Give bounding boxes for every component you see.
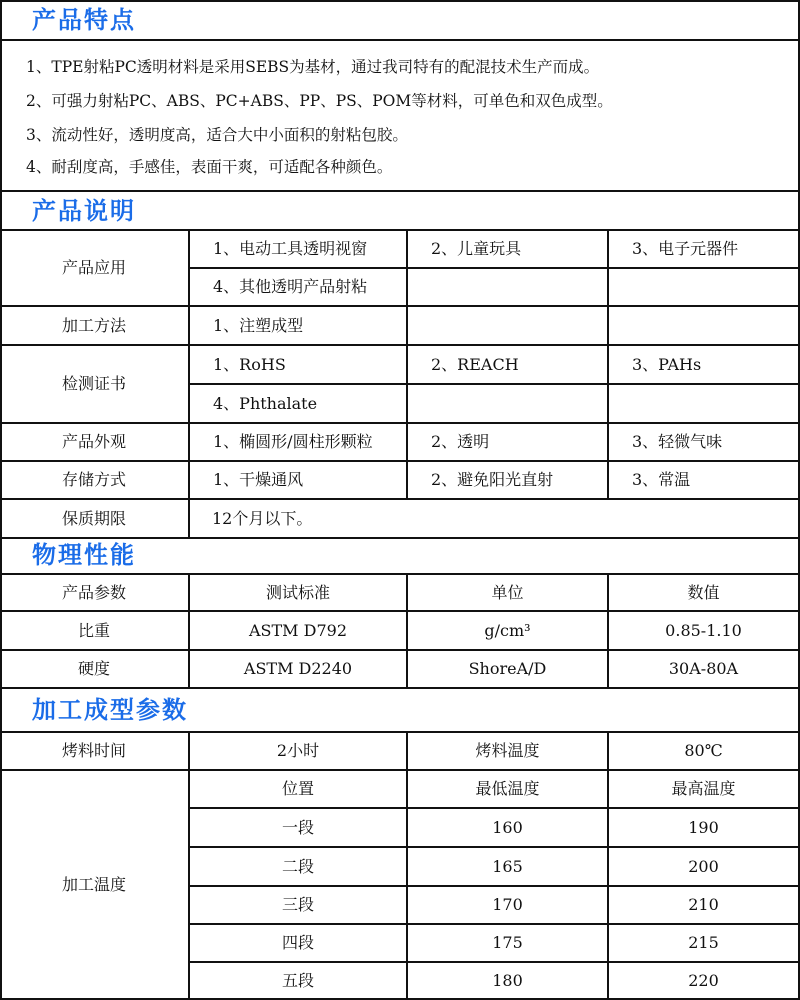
- zone-label: 一段: [281, 817, 314, 837]
- zone-min-temp: 160: [492, 817, 523, 837]
- cell: 3、PAHs: [632, 354, 702, 374]
- cell: 2、儿童玩具: [431, 239, 522, 258]
- cell: 1、电动工具透明视窗: [213, 239, 368, 258]
- cell: 3、电子元器件: [632, 239, 739, 258]
- column-header: 测试标准: [265, 582, 330, 602]
- row-label-storage: 存储方式: [61, 470, 126, 489]
- zone-max-temp: 210: [688, 895, 719, 914]
- drying-temp-label: 烤料温度: [475, 741, 540, 760]
- cell: 3、轻微气味: [632, 432, 723, 451]
- zone-label: 五段: [281, 970, 314, 990]
- cell: ASTM D2240: [243, 659, 353, 678]
- feature-item: 3、流动性好，透明度高，适合大中小面积的射粘包胶。: [26, 126, 408, 144]
- zone-min-temp: 170: [492, 895, 523, 914]
- cell: 比重: [77, 620, 110, 640]
- cell: 3、常温: [632, 470, 691, 489]
- column-header: 数值: [687, 582, 720, 602]
- column-header: 最低温度: [475, 779, 540, 798]
- column-header: 位置: [281, 779, 314, 798]
- row-label-application: 产品应用: [61, 258, 126, 277]
- column-header: 最高温度: [671, 779, 736, 798]
- section-title-features: 产品特点: [32, 6, 136, 34]
- zone-label: 二段: [281, 856, 314, 876]
- column-header: 产品参数: [61, 582, 126, 602]
- cell: 硬度: [77, 659, 110, 678]
- zone-max-temp: 220: [688, 970, 719, 990]
- feature-item: 4、耐刮度高，手感佳，表面干爽，可适配各种颜色。: [26, 158, 393, 176]
- row-label-shelf-life: 保质期限: [61, 508, 126, 528]
- section-title-physical: 物理性能: [32, 541, 136, 569]
- row-label-certificates: 检测证书: [61, 374, 126, 393]
- section-title-description: 产品说明: [32, 197, 136, 225]
- drying-time-label: 烤料时间: [61, 741, 126, 760]
- cell: 2、REACH: [431, 354, 519, 374]
- cell: 2、透明: [431, 432, 490, 451]
- zone-min-temp: 175: [492, 933, 523, 952]
- cell: 4、Phthalate: [213, 393, 318, 413]
- divider: [0, 39, 800, 41]
- cell: ASTM D792: [248, 620, 348, 640]
- cell: g/cm³: [484, 620, 531, 640]
- row-label-process-method: 加工方法: [61, 315, 126, 335]
- feature-item: 2、可强力射粘PC、ABS、PC+ABS、PP、PS、POM等材料，可单色和双色成型。: [26, 92, 613, 110]
- zone-max-temp: 190: [688, 817, 719, 837]
- cell: 0.85-1.10: [665, 620, 742, 640]
- cell: 12个月以下。: [212, 508, 313, 528]
- cell: ShoreA/D: [468, 659, 547, 678]
- divider: [0, 190, 800, 192]
- drying-temp-value: 80℃: [684, 741, 723, 760]
- cell: 30A-80A: [668, 659, 739, 678]
- divider: [0, 687, 800, 689]
- zone-min-temp: 180: [492, 970, 523, 990]
- zone-label: 三段: [281, 895, 314, 914]
- row-label-appearance: 产品外观: [61, 432, 126, 451]
- cell: 1、RoHS: [213, 354, 286, 374]
- section-title-processing: 加工成型参数: [32, 696, 188, 724]
- divider: [0, 537, 800, 539]
- cell: 1、椭圆形/圆柱形颗粒: [213, 432, 373, 451]
- drying-time-value: 2小时: [276, 741, 320, 760]
- column-header: 单位: [491, 582, 524, 602]
- zone-max-temp: 200: [688, 856, 719, 876]
- processing-temp-label: 加工温度: [61, 874, 126, 894]
- cell: 4、其他透明产品射粘: [213, 277, 368, 296]
- cell: 1、注塑成型: [213, 315, 304, 335]
- cell: 2、避免阳光直射: [431, 470, 554, 489]
- zone-min-temp: 165: [492, 856, 523, 876]
- zone-max-temp: 215: [688, 933, 719, 952]
- zone-label: 四段: [281, 933, 314, 952]
- feature-item: 1、TPE射粘PC透明材料是采用SEBS为基材，通过我司特有的配混技术生产而成。: [26, 58, 600, 76]
- cell: 1、干燥通风: [213, 470, 304, 489]
